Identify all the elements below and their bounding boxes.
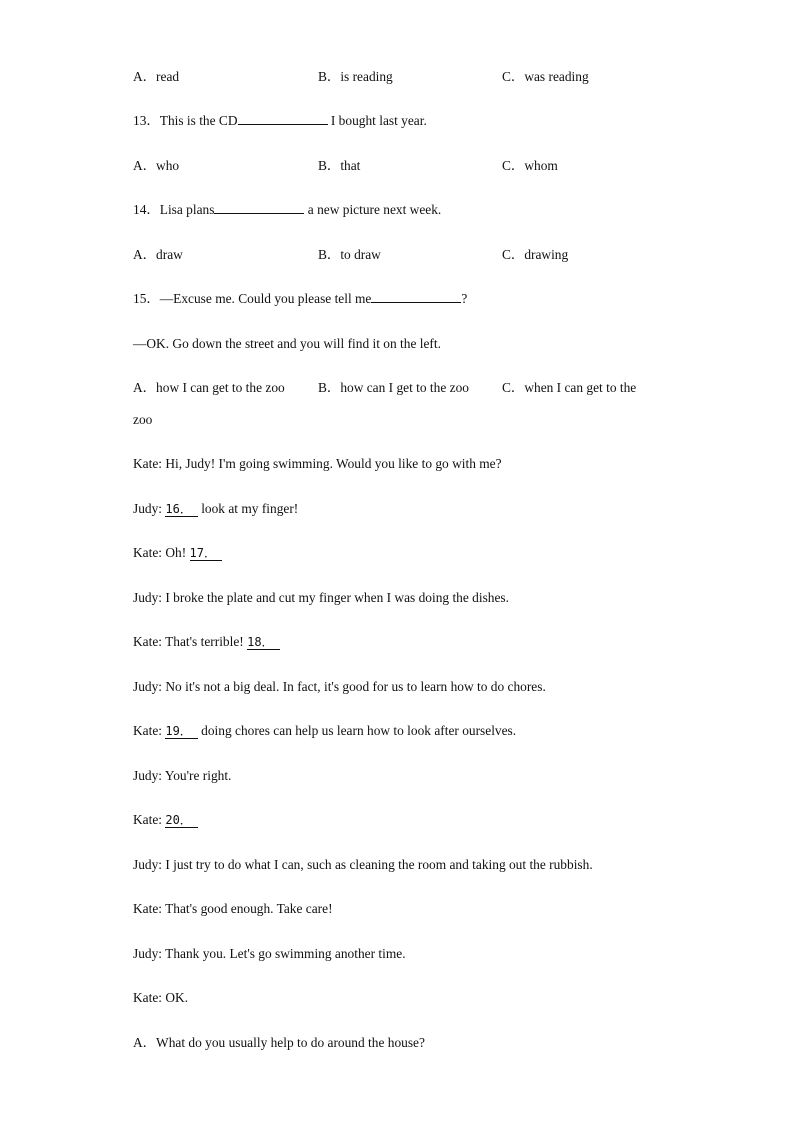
speaker-label: Judy: (133, 590, 163, 605)
dialogue-line (133, 945, 406, 963)
dialogue-text: No it's not a big deal. In fact, it's good for us to learn how to do chores. (162, 679, 546, 694)
dialogue-line (133, 678, 546, 696)
dialogue-line (133, 811, 198, 829)
q13-option-b: B．that (318, 158, 361, 173)
dialogue-text: Hi, Judy! I'm going swimming. Would you like to go with me? (162, 456, 502, 471)
speaker-label: Judy: (133, 768, 163, 783)
dialogue-text: look at my finger! (197, 501, 299, 516)
q15-stem-after: ? (461, 291, 468, 306)
q15-option-c-wrap: zoo (133, 412, 153, 427)
q14-option-c: C．drawing (502, 247, 569, 262)
dialogue-line (133, 856, 593, 874)
q13-stem-after: I bought last year. (327, 113, 427, 128)
dialogue-line (133, 589, 509, 607)
blank-number-20[interactable]: 20． (165, 813, 197, 828)
q13-option-a: A．who (133, 158, 180, 173)
dialogue-line (133, 633, 280, 651)
speaker-label: Judy: (133, 857, 163, 872)
dialogue-line (133, 722, 516, 740)
q12-option-c: C．was reading (502, 69, 589, 84)
q14-blank[interactable] (214, 201, 304, 214)
dialogue-line (133, 900, 333, 918)
speaker-label: Judy: (133, 946, 163, 961)
dialogue-text: Thank you. Let's go swimming another time. (162, 946, 406, 961)
dialogue-line (133, 989, 188, 1007)
speaker-label: Kate: (133, 901, 162, 916)
q15-stem (133, 290, 467, 308)
q13-stem-before: 13．This is the CD (133, 113, 238, 128)
dialogue-text: I broke the plate and cut my finger when I was doing the dishes. (162, 590, 509, 605)
speaker-label: Kate: (133, 812, 162, 827)
dialogue-line (133, 500, 298, 518)
q15-reply: —OK. Go down the street and you will find it on the left. (133, 336, 441, 351)
q15-blank[interactable] (371, 290, 461, 303)
q15-option-b: B．how can I get to the zoo (318, 380, 469, 395)
q14-stem (133, 201, 441, 219)
q15-option-a: A．how I can get to the zoo (133, 380, 285, 395)
speaker-label: Kate: (133, 456, 162, 471)
q12-option-a: A．read (133, 69, 180, 84)
speaker-label: Judy: (133, 501, 163, 516)
dialogue-text: That's terrible! (162, 634, 248, 649)
q13-option-c: C．whom (502, 158, 558, 173)
q15-option-c: C．when I can get to the (502, 380, 637, 395)
dialogue-line (133, 544, 222, 562)
dialogue-line (133, 455, 502, 473)
q14-option-b: B．to draw (318, 247, 381, 262)
q15-stem-before: 15．—Excuse me. Could you please tell me (133, 291, 372, 306)
dialogue-text: OK. (162, 990, 189, 1005)
dialogue-text: You're right. (162, 768, 232, 783)
dialogue-text: Oh! (162, 545, 190, 560)
speaker-label: Kate: (133, 990, 162, 1005)
blank-number-16[interactable]: 16． (165, 502, 197, 517)
dialogue-text: doing chores can help us learn how to look after ourselves. (197, 723, 517, 738)
q14-stem-after: a new picture next week. (304, 202, 442, 217)
q12-option-b: B．is reading (318, 69, 393, 84)
q14-option-a: A．draw (133, 247, 183, 262)
speaker-label: Kate: (133, 634, 162, 649)
q13-stem (133, 112, 427, 130)
speaker-label: Kate: (133, 723, 162, 738)
blank-number-18[interactable]: 18． (247, 635, 279, 650)
q14-stem-before: 14．Lisa plans (133, 202, 215, 217)
speaker-label: Judy: (133, 679, 163, 694)
blank-number-17[interactable]: 17． (190, 546, 222, 561)
dialogue-line (133, 767, 231, 785)
dialogue-text: I just try to do what I can, such as cleaning the room and taking out the rubbish. (162, 857, 593, 872)
blank-number-19[interactable]: 19． (165, 724, 197, 739)
dialogue-text: That's good enough. Take care! (162, 901, 333, 916)
answer-option-a: A．What do you usually help to do around the house? (133, 1035, 425, 1050)
speaker-label: Kate: (133, 545, 162, 560)
q13-blank[interactable] (238, 112, 328, 125)
